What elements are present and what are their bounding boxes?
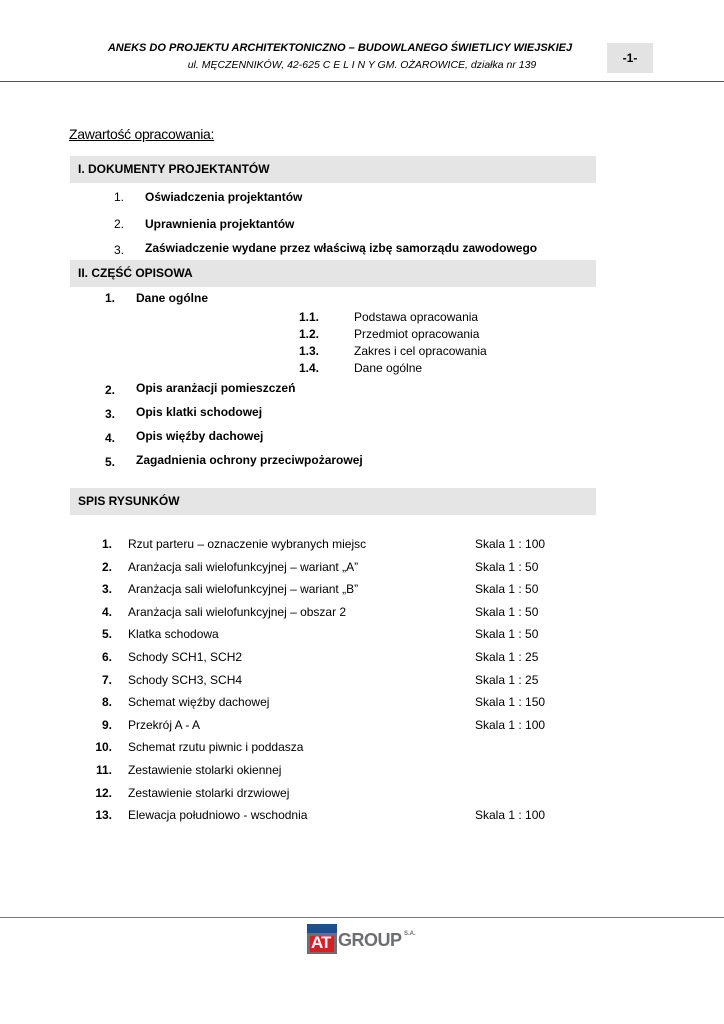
list-item-number: 3. (114, 243, 125, 257)
subitem-number: 1.3. (299, 344, 320, 358)
company-logo (307, 924, 427, 954)
list-item-number: 3. (105, 407, 116, 421)
list-item-number: 2. (105, 383, 116, 397)
drawing-row-scale: Skala 1 : 100 (475, 717, 546, 732)
drawing-row-title: Zestawienie stolarki okiennej (128, 763, 282, 777)
drawing-row-number: 1. (101, 537, 112, 551)
drawing-row-title: Schemat rzutu piwnic i poddasza (128, 740, 304, 755)
drawing-row-number: 9. (101, 717, 112, 732)
list-item-number: 1. (105, 291, 116, 305)
drawing-row-scale: Skala 1 : 50 (475, 627, 539, 642)
subitem-label: Podstawa opracowania (354, 310, 479, 324)
section-title: SPIS RYSUNKÓW (78, 494, 180, 508)
subitem-label: Zakres i cel opracowania (354, 344, 487, 358)
drawing-row-number: 13. (95, 808, 112, 823)
subitem-label: Przedmiot opracowania (354, 327, 480, 341)
drawing-row-number: 7. (101, 672, 112, 687)
drawing-row-scale: Skala 1 : 100 (475, 808, 546, 823)
list-item-number: 1. (114, 190, 125, 204)
subitem-label: Dane ogólne (354, 361, 423, 375)
drawing-row-number: 10. (95, 740, 112, 755)
logo-text: GROUP (338, 930, 402, 950)
drawing-row-title: Rzut parteru – oznaczenie wybranych miejsc (128, 537, 367, 551)
section-bar-descriptive (70, 260, 596, 287)
list-item-number: 5. (105, 455, 116, 469)
header-title: ANEKS DO PROJEKTU ARCHITEKTONICZNO – BUDOWLANEGO ŚWIETLICY WIEJSKIEJ (107, 42, 573, 54)
list-item-label: Dane ogólne (136, 291, 209, 305)
drawing-row-title: Schody SCH1, SCH2 (128, 650, 243, 664)
drawing-row-title: Elewacja południowo - wschodnia (128, 808, 308, 823)
drawing-row-title: Schody SCH3, SCH4 (128, 672, 243, 687)
header-divider (0, 81, 724, 82)
footer-divider (0, 917, 724, 918)
drawing-row-scale: Skala 1 : 50 (475, 559, 539, 574)
drawing-row-title: Zestawienie stolarki drzwiowej (128, 785, 290, 800)
drawing-row-number: 11. (95, 763, 112, 777)
logo-mark-text: AT (311, 933, 331, 952)
list-item-label: Zaświadczenie wydane przez właściwą izbę samorządu zawodowego (145, 241, 538, 255)
drawing-row-scale: Skala 1 : 50 (475, 582, 539, 597)
drawing-row-number: 12. (95, 785, 112, 800)
list-item-number: 2. (114, 217, 125, 231)
list-item-number: 4. (105, 431, 116, 445)
drawing-row-title: Klatka schodowa (128, 627, 219, 642)
drawing-row-number: 2. (101, 559, 112, 574)
subitem-number: 1.2. (299, 327, 320, 341)
drawing-row-title: Schemat więźby dachowej (128, 695, 270, 710)
page-number: -1- (607, 43, 653, 73)
toc-title: Zawartość opracowania: (69, 126, 215, 142)
drawing-row-title: Aranżacja sali wielofunkcyjnej – wariant „A” (128, 559, 359, 574)
subitem-number: 1.1. (299, 310, 320, 324)
drawing-row-scale: Skala 1 : 150 (475, 695, 546, 710)
section-bar-documents (70, 156, 596, 183)
drawing-row-number: 5. (101, 627, 112, 642)
list-item-label: Oświadczenia projektantów (145, 190, 303, 204)
list-item-label: Opis aranżacji pomieszczeń (136, 381, 296, 395)
drawing-row-number: 4. (101, 604, 112, 619)
drawing-row-scale: Skala 1 : 100 (475, 537, 546, 551)
drawing-row-scale: Skala 1 : 50 (475, 604, 539, 619)
list-item-label: Opis klatki schodowej (136, 405, 263, 419)
drawing-row-number: 6. (101, 650, 112, 664)
header-address: ul. MĘCZENNIKÓW, 42-625 C E L I N Y GM. OŻAROWICE, działka nr 139 (187, 59, 537, 71)
drawing-row-scale: Skala 1 : 25 (475, 672, 539, 687)
list-item-label: Uprawnienia projektantów (145, 217, 295, 231)
section-bar-drawings (70, 488, 596, 515)
list-item-label: Zagadnienia ochrony przeciwpożarowej (136, 453, 363, 467)
section-title: II. CZĘŚĆ OPISOWA (78, 266, 193, 280)
drawing-row-number: 3. (101, 582, 112, 597)
list-item-label: Opis więźby dachowej (136, 429, 264, 443)
section-title: I. DOKUMENTY PROJEKTANTÓW (78, 162, 270, 176)
logo-suffix: S.A. (404, 931, 416, 937)
drawing-row-number: 8. (101, 695, 112, 710)
drawing-row-scale: Skala 1 : 25 (475, 650, 539, 664)
drawing-row-title: Aranżacja sali wielofunkcyjnej – wariant „B” (128, 582, 359, 597)
drawing-row-title: Przekrój A - A (128, 717, 201, 732)
subitem-number: 1.4. (299, 361, 320, 375)
drawing-row-title: Aranżacja sali wielofunkcyjnej – obszar 2 (128, 604, 347, 619)
